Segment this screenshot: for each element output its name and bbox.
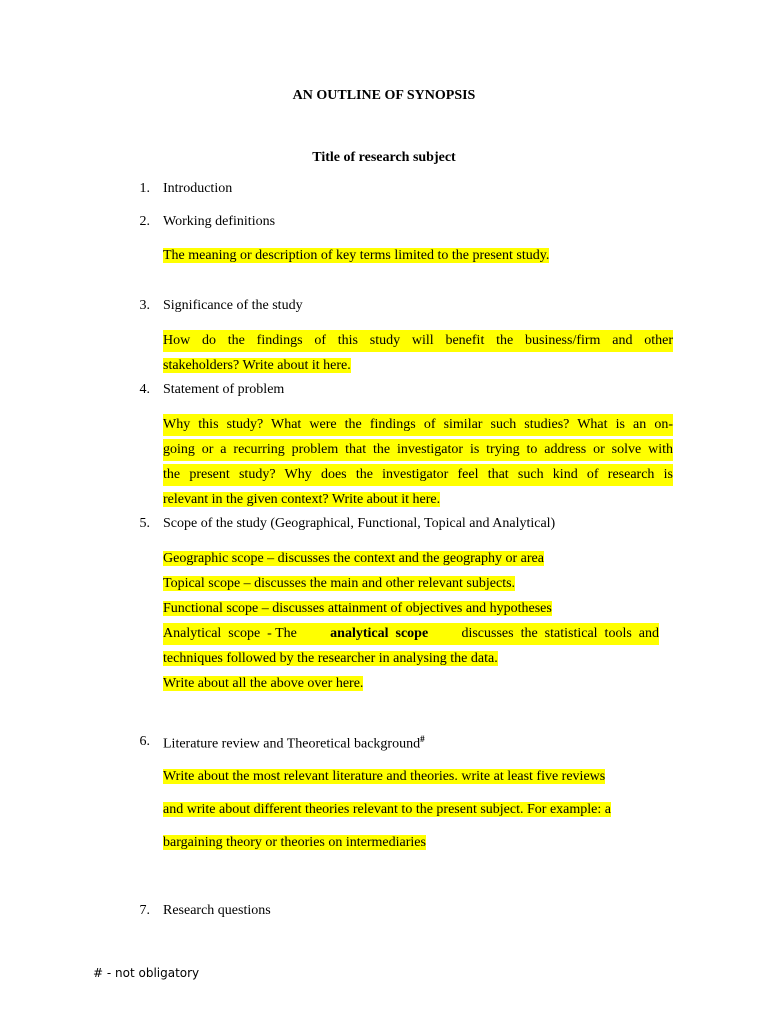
section-heading-working-definitions: Working definitions (163, 214, 276, 229)
research-subject-title: Title of research subject (312, 150, 456, 165)
working-definitions-text: The meaning or description of key terms limited to the present study. (163, 248, 550, 263)
analytical-scope-text-line-2: techniques followed by the researcher in analysing the data. (163, 651, 498, 666)
footnote: # - not obligatory (93, 966, 200, 980)
significance-text-line-1: How do the findings of this study will benefit the business/firm and other (163, 330, 673, 352)
section-number-6: 6. (139, 734, 150, 749)
section-heading-significance: Significance of the study (163, 298, 303, 313)
problem-text-line-1: Why this study? What were the findings of similar such studies? What is an on- (163, 414, 673, 436)
analytical-scope-prefix: Analytical scope - The (163, 626, 297, 641)
scope-write-about-text: Write about all the above over here. (163, 676, 364, 691)
section-heading-scope: Scope of the study (Geographical, Functional, Topical and Analytical) (163, 516, 556, 531)
section-number-2: 2. (139, 214, 150, 229)
section-number-4: 4. (139, 382, 150, 397)
page-title: AN OUTLINE OF SYNOPSIS (292, 88, 476, 103)
functional-scope-text: Functional scope – discusses attainment of objectives and hypotheses (163, 601, 552, 616)
section-number-1: 1. (139, 181, 150, 196)
topical-scope-text: Topical scope – discusses the main and other relevant subjects. (163, 576, 516, 591)
analytical-scope-bold: analytical scope (330, 626, 429, 641)
section-heading-statement-of-problem: Statement of problem (163, 382, 285, 397)
analytical-scope-suffix: discusses the statistical tools and (461, 626, 659, 641)
literature-text-line-3: bargaining theory or theories on intermediaries (163, 835, 426, 850)
geographic-scope-text: Geographic scope – discusses the context and the geography or area (163, 551, 544, 566)
problem-text-line-2: going or a recurring problem that the investigator is trying to address or solve with (163, 439, 673, 461)
literature-text-line-1: Write about the most relevant literature and theories. write at least five reviews (163, 769, 606, 784)
section-heading-research-questions: Research questions (163, 903, 271, 918)
problem-text-line-4: relevant in the given context? Write about it here. (163, 492, 441, 507)
section-number-7: 7. (139, 903, 150, 918)
significance-text-line-2: stakeholders? Write about it here. (163, 358, 351, 373)
analytical-scope-line (163, 623, 659, 645)
literature-text-line-2: and write about different theories relevant to the present subject. For example: a (163, 802, 611, 817)
not-obligatory-mark: # (420, 734, 425, 744)
section-number-3: 3. (139, 298, 150, 313)
problem-text-line-3: the present study? Why does the investigator feel that such kind of research is (163, 464, 673, 486)
section-heading-introduction: Introduction (163, 181, 233, 196)
section-heading-literature-review: Literature review and Theoretical background# (163, 734, 425, 752)
section-number-5: 5. (139, 516, 150, 531)
